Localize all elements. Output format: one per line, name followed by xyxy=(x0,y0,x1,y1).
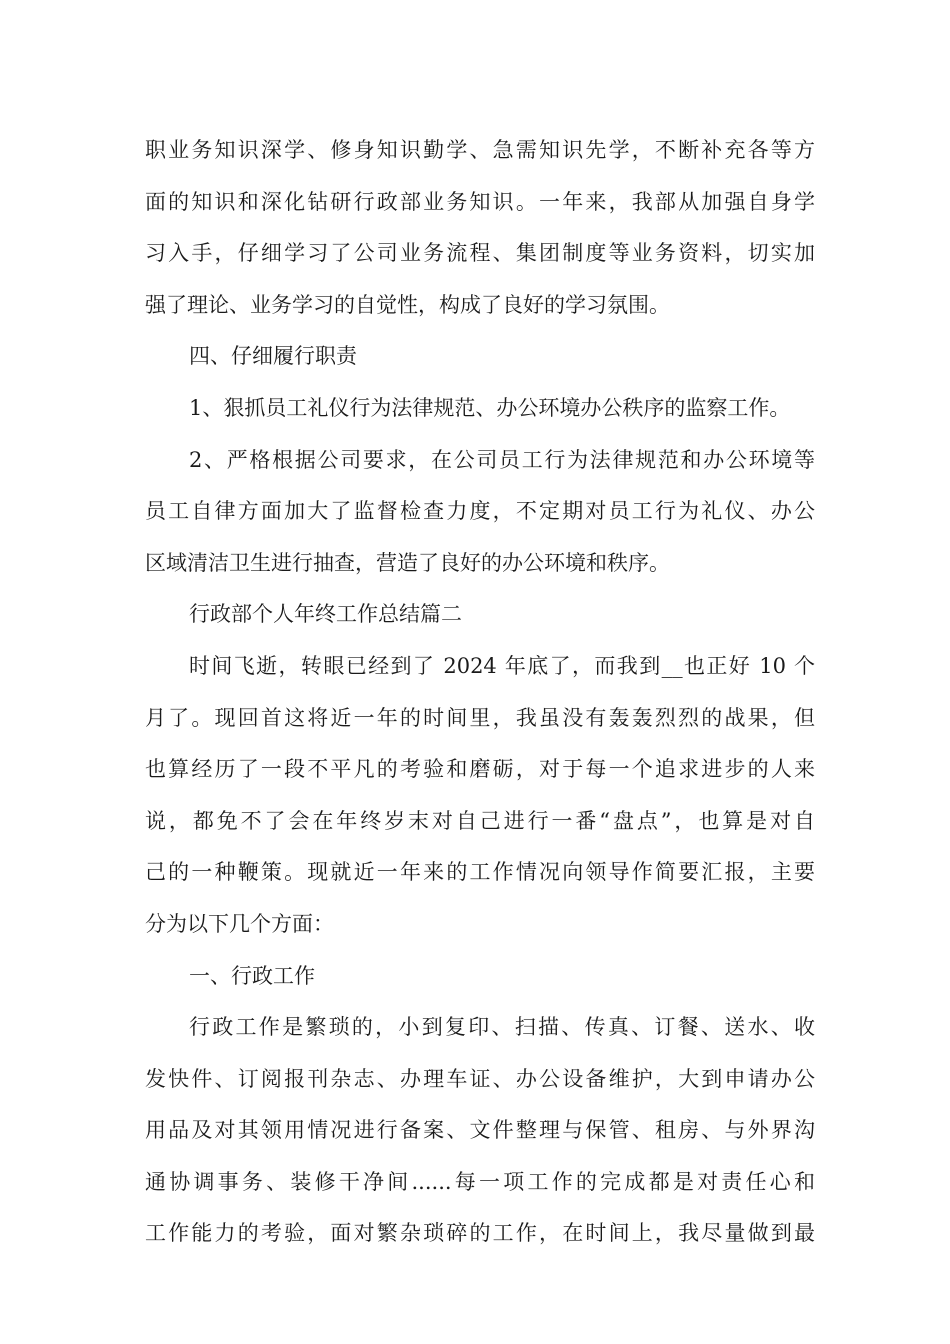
text-line: 工作能力的考验，面对繁杂琐碎的工作，在时间上，我尽量做到最 xyxy=(145,1221,815,1246)
text-line: 2、严格根据公司要求，在公司员工行为法律规范和办公环境等 xyxy=(189,447,815,472)
section-title: 行政部个人年终工作总结篇二 xyxy=(189,602,462,627)
text-line: 通协调事务、装修干净间......每一项工作的完成都是对责任心和 xyxy=(145,1169,815,1194)
text-line: 区域清洁卫生进行抽查，营造了良好的办公环境和秩序。 xyxy=(145,550,670,575)
text-line: 面的知识和深化钻研行政部业务知识。一年来，我部从加强自身学 xyxy=(145,189,815,214)
text-line: 行政工作是繁琐的，小到复印、扫描、传真、订餐、送水、收 xyxy=(189,1015,815,1040)
document-body xyxy=(145,125,815,1260)
text-line: 时间飞逝，转眼已经到了 2024 年底了，而我到__也正好 10 个 xyxy=(189,653,815,678)
text-line: 员工自律方面加大了监督检查力度，不定期对员工行为礼仪、办公 xyxy=(145,499,815,524)
text-line: 发快件、订阅报刊杂志、办理车证、办公设备维护，大到申请办公 xyxy=(145,1066,815,1091)
text-line: 用品及对其领用情况进行备案、文件整理与保管、租房、与外界沟 xyxy=(145,1118,815,1143)
section-heading: 一、行政工作 xyxy=(189,963,315,988)
text-line: 职业务知识深学、修身知识勤学、急需知识先学，不断补充各等方 xyxy=(145,138,815,162)
text-line: 月了。现回首这将近一年的时间里，我虽没有轰轰烈烈的战果，但 xyxy=(145,705,815,730)
text-line: 己的一种鞭策。现就近一年来的工作情况向领导作简要汇报，主要 xyxy=(145,860,815,885)
text-line: 也算经历了一段不平凡的考验和磨砺，对于每一个追求进步的人来 xyxy=(145,757,815,782)
text-line: 强了理论、业务学习的自觉性，构成了良好的学习氛围。 xyxy=(145,292,670,317)
text-line: 分为以下几个方面： xyxy=(145,911,334,936)
text-line: 习入手，仔细学习了公司业务流程、集团制度等业务资料，切实加 xyxy=(145,241,815,266)
text-line: 说，都免不了会在年终岁末对自己进行一番“盘点”，也算是对自 xyxy=(145,808,815,833)
section-heading: 四、仔细履行职责 xyxy=(189,344,357,369)
text-line: 1、狠抓员工礼仪行为法律规范、办公环境办公秩序的监察工作。 xyxy=(189,395,791,420)
